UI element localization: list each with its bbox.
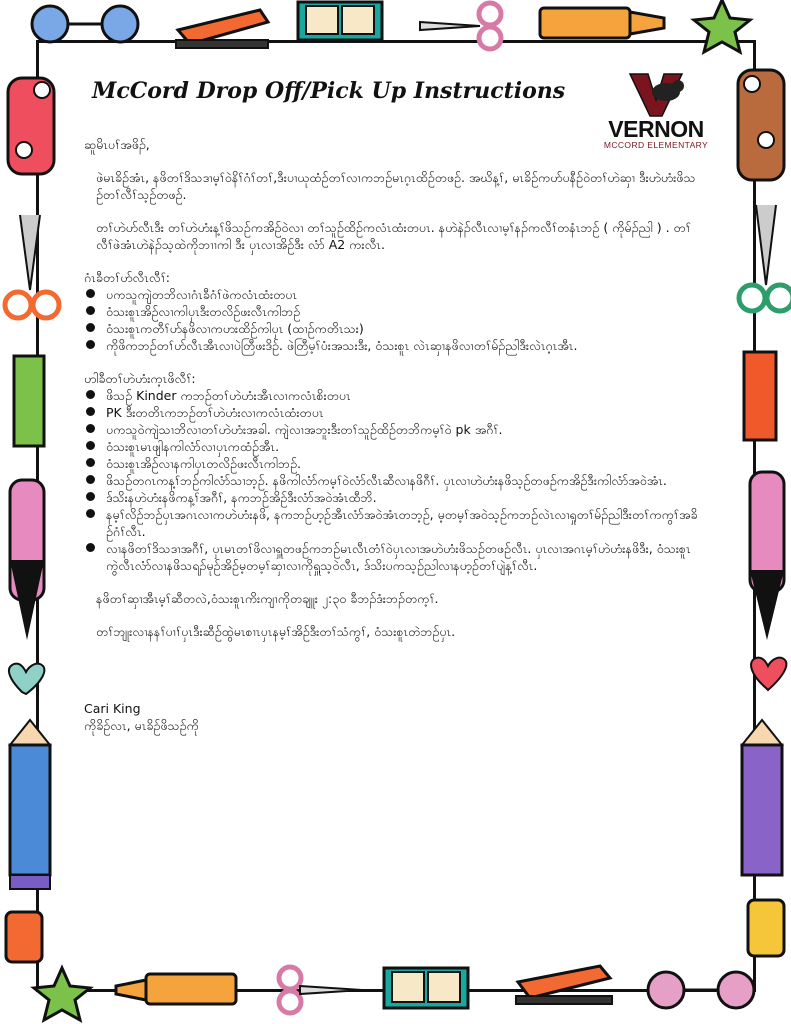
list-item: ဖိသဉ် Kinder ကဘဉ်တၢ်ဟဲဟံးအီၤလၢကလံၤစိးတပၤ [84, 387, 700, 404]
eraser-icon [6, 912, 42, 962]
star-icon [34, 968, 90, 1020]
bullet-icon [86, 492, 95, 501]
list-item: ဝံသးစူၤအိဉ်လၢကါပှၤဒီးတလိဉ်ဖးလီၤကါဘဉ် [84, 303, 700, 320]
book-icon [298, 2, 382, 40]
bullet-icon [86, 441, 95, 450]
tape-icon [744, 352, 776, 440]
pencil-case-icon [738, 70, 784, 180]
dropoff-heading: ဂံၤခီတၢ်ဟ်လီၤလီၢ်: [84, 270, 170, 285]
logo-subtitle: MCCORD ELEMENTARY [603, 140, 709, 150]
scissors-icon [739, 205, 791, 311]
eraser-icon [748, 900, 784, 956]
bullet-icon [86, 323, 95, 332]
mascot-v-icon [600, 70, 712, 118]
bullet-icon [86, 475, 95, 484]
scissors-icon [420, 3, 501, 49]
pencil-icon [742, 720, 782, 875]
stapler-icon [176, 10, 268, 48]
list-item: ဝံသးစူၤအိဉ်လၢနကါပှၤတလိဉ်ဖးလီၤကါဘဉ်. [84, 455, 700, 472]
pickup-list [84, 387, 700, 574]
logo-wordmark: VERNON [608, 116, 704, 142]
list-item: လၢနဖိတၢ်ဒိသဒၢအဂီၢ်, ပှၤမၤတၢ်ဖိလၢရှူတဖဉ်ကဘဉ်မၤလီၤတံၢ်ဝဲပှၤလၢအဟဲဟံးဖိသဉ်တဖဉ်လီၤ. ပှၤလၢအဂၤမ့ၢ်ဟဲဟံးနဖိဒီး, ဝံသးစူၤကွဲလီၤလံာ်လၢနဖိသရၣ်မုဉ်အိဉ်မ့တမ့ၢ်ဆှၢလၢကိုရှူသ့ဝဲလီၤ, ဒ်သိးပကသ့ဉ်ညါလၢနဟ့ဉ်တၢ်ပျဲန့ၢ်လီၤ. [84, 540, 700, 574]
intro-paragraph: ဖဲမၤခိဉ်အံၤ, နဖိတၢ်ဒိသဒၢမ့ၢ်ဝဲနိၢ်ဂံၢ်တၢ်,ဒီးပၢယုထံဉ်တၢ်လၢကဘဉ်မၤဂ့ၤထိဉ်တဖဉ်. အဃိန့ၢ်, မၤခိဉ်ကဟ်ပနီဉ်ဝဲတၢ်ဟဲဆှၢ ဒီးဟဲဟံးဖိသဉ်တၢ်လီၢ်သ့ဉ်တဖဉ်. [96, 170, 696, 202]
glasses-icon [32, 6, 138, 42]
pen-icon [10, 480, 44, 640]
letter-body [84, 136, 700, 734]
page-title: McCord Drop Off/Pick Up Instructions [92, 78, 566, 104]
star-icon [694, 0, 750, 52]
list-item: ပကသူဝဲကျဲသၢဘိလၢတၢ်ဟဲဟံးအခါ. ကျဲလၢအဘူးဒီးတၢ်သူဉ်ထိဉ်တဘိကမ့ၢ်ဝဲ pk အဂီၢ်. [84, 421, 700, 438]
change-notice-paragraph: နဖိတၢ်ဆှၢအီၤမ့ၢ်ဆီတလဲ,ဝံသးစူၤကိးကျၢကိုတချူး ၂:၃၀ ခီဘၣ်ဒံးဘၣ်တက့ၢ်. [96, 591, 439, 606]
list-item: PK ဒီးတတိၤကဘဉ်တၢ်ဟဲဟံးလၢကလံၤထံးတပၤ [84, 404, 700, 421]
signature-name: Cari King [84, 701, 141, 716]
glasses-icon [648, 972, 754, 1008]
signature-title: ကိုခိဉ်လၤ, မၤခိဉ်ဖိသဉ်ကို [84, 718, 199, 733]
scissors-icon [279, 967, 362, 1013]
location-paragraph: တၢ်ဟဲဟ်လီၤဒီး တၢ်ဟဲဟံးန့ၢ်ဖိသဉ်ကအိဉ်ဝဲလၢ တၢ်သူဉ်ထိဉ်ကလံၤထံးတပၤ. နဟဲနဲၣ်လီၤလၢမ့ၢ်နၣ်ကလီၢ်တနံၤဘဉ် ( ကိုမ်ၣ်ညါ ) . တၢ်လီၢ်ဖဲအံၤဟဲနဲၣ်သ့ထဲကိုဘၢၢကါ ဒီး ပှၤလၢအိဉ်ဒီး လံာ် A2 ကးလီၤ. [96, 220, 691, 252]
bullet-icon [86, 458, 95, 467]
list-item: ဖိသဉ်တဂၤကန့ၢ်ဘဉ်ကါလံာ်သၢဘ့ဉ်. နဖိကါလံာ်ကမ့ၢ်ဝဲလံာ်လီၤဆီလၢနဖိဂီၢ်. ပှၤလၢဟဲဟံးနဖိသ့ဉ်တဖဉ်ကအိဉ်ဒီးကါလံာ်အဝဲအံၤ. [84, 472, 700, 489]
list-item: နမ့ၢ်လိဉ်ဘဉ်ပှၤအဂၤလၢကဟဲဟံးနဖိ, နကဘဉ်ဟ့ဉ်အီၤလံာ်အဝဲအံၤတဘ့ဉ်, မ့တမ့ၢ်အဝဲသ့ဉ်ကဘဉ်လဲၤလၢရှုတၢ်မ်ၣ်ညါဒီးတၢ်ကကွၢ်အခိဉ်ဂံၢ်လီၤ. [84, 506, 700, 540]
bullet-icon [86, 424, 95, 433]
bullet-icon [86, 340, 95, 349]
pickup-heading: ဟါခီတၢ်ဟဲဟံးက့ၤဖိလီၢ်: [84, 371, 196, 386]
pencil-icon [10, 720, 50, 889]
heart-icon [751, 658, 786, 690]
book-icon [384, 968, 468, 1008]
bullet-icon [86, 390, 95, 399]
tape-icon [14, 356, 44, 446]
thanks-paragraph: တၢ်ဘျုးလၢနနၢ်ပၢၢ်ပှၤဒီးဆီဉ်ထွဲမၤစၢၤပှၤနမ့ၢ်အိဉ်ဒီးတၢ်သံကွၢ်, ဝံသးစူၤတဲဘဉ်ပှၤ. [96, 624, 456, 639]
bullet-icon [86, 306, 95, 315]
list-item: ဒ်သိးနဟဲဟံးနဖိကန့ၢ်အဂီၢ်, နကဘဉ်အိဉ်ဒီးလံာ်အဝဲအံၤထီဘိ. [84, 489, 700, 506]
bullet-icon [86, 543, 95, 552]
list-item: ပကသူကျဲတဘိလၢဂံၤခီဂံၢ်ဖဲကလံၤထံးတပၤ [84, 286, 700, 303]
highlighter-icon [540, 8, 664, 38]
list-item: ကိုဖိကဘဉ်တၢ်ဟ်လီၤအီၤလၢပဲတြီဖးဒိဉ်. ဖဲတြီမ့ၢ်ပံးအသးဒီး, ဝံသးစူၤ လဲၤဆှၢနဖိလၢတၢ်မ်ၣ်ညါဒီးလဲၤဂ့ၤအီၤ. [84, 337, 700, 354]
dropoff-list [84, 286, 700, 354]
heart-icon [9, 664, 44, 694]
stapler-icon [516, 966, 612, 1004]
list-item: ဝံသးစူၤမၤဖျါနကါလံာ်လၢပှၤကထံဉ်အီၤ. [84, 438, 700, 455]
bullet-icon [86, 407, 95, 416]
scissors-icon [5, 215, 59, 318]
pencil-case-icon [8, 78, 54, 174]
greeting: ဆူမိၤပၢ်အဖိၣ်, [84, 137, 150, 152]
bullet-icon [86, 289, 95, 298]
highlighter-icon [116, 974, 236, 1004]
list-item: ဝံသးစူၤကတီၢ်ဟ်နဖိလၢကဟးထိဉ်ကါပှၤ (ထၢဉ်ကတိၤသး) [84, 320, 700, 337]
bullet-icon [86, 509, 95, 518]
pen-icon [750, 472, 784, 640]
